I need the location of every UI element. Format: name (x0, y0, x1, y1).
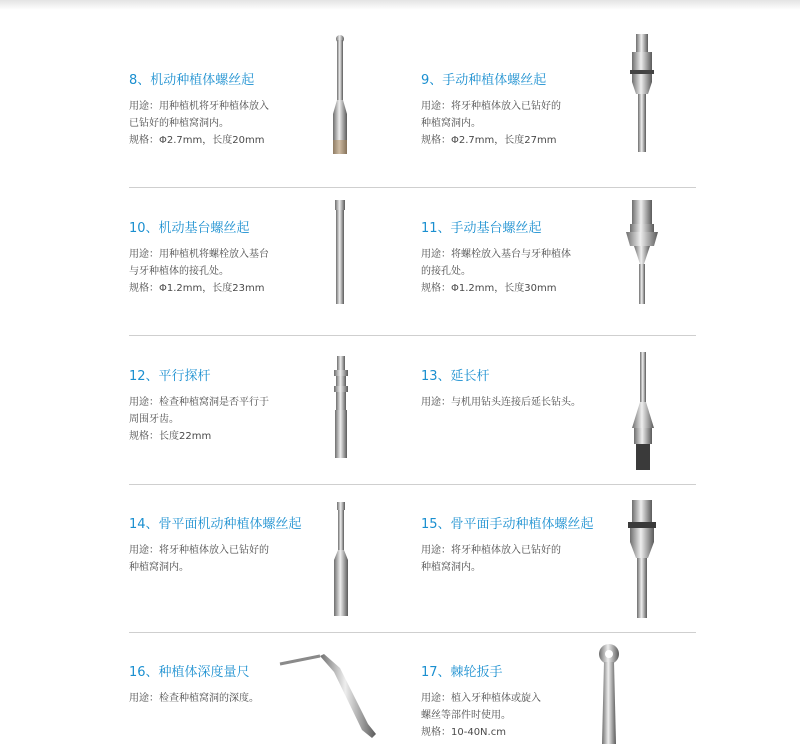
section-divider (129, 632, 696, 633)
description-line: 用途：将螺栓放入基台与牙种植体 (421, 249, 571, 260)
product-item-8 (129, 73, 329, 149)
product-item-15 (421, 517, 621, 576)
product-item-10 (129, 221, 329, 297)
product-item-9 (421, 73, 621, 149)
description-line: 规格：长度22mm (129, 431, 212, 442)
product-title: 14、骨平面机动种植体螺丝起 (129, 517, 302, 532)
description-line: 规格：Φ2.7mm，长度27mm (421, 135, 557, 146)
product-description (129, 98, 329, 149)
bone-level-machine-driver-icon (328, 500, 354, 618)
machine-abutment-driver-icon (330, 198, 350, 306)
product-item-11 (421, 221, 621, 297)
product-description (129, 394, 329, 445)
section-divider (129, 187, 696, 188)
description-line: 周围牙齿。 (129, 414, 179, 425)
section-divider (129, 484, 696, 485)
product-title: 12、平行探杆 (129, 369, 211, 384)
product-description (421, 246, 621, 297)
description-line: 规格：Φ2.7mm，长度20mm (129, 135, 265, 146)
description-line: 与牙种植体的接孔处。 (129, 266, 229, 277)
description-line: 用途：检查种植窝洞的深度。 (129, 693, 259, 704)
product-title: 13、延长杆 (421, 369, 490, 384)
product-item-12 (129, 369, 329, 445)
description-line: 种植窝洞内。 (421, 562, 481, 573)
product-title: 17、棘轮扳手 (421, 665, 503, 680)
extension-rod-icon (626, 350, 660, 472)
description-line: 用途：植入牙种植体或旋入 (421, 693, 541, 704)
description-line: 规格：10-40N.cm (421, 727, 506, 738)
product-description (421, 394, 621, 411)
description-line: 用途：将牙种植体放入已钻好的 (129, 545, 269, 556)
manual-implant-driver-icon (622, 32, 662, 154)
description-line: 用途：将牙种植体放入已钻好的 (421, 101, 561, 112)
description-line: 用途：与机用钻头连接后延长钻头。 (421, 397, 581, 408)
product-title: 16、种植体深度量尺 (129, 665, 250, 680)
description-line: 用途：检查种植窝洞是否平行于 (129, 397, 269, 408)
description-line: 用途：用种植机将螺栓放入基台 (129, 249, 269, 260)
manual-abutment-driver-icon (620, 198, 664, 306)
bone-level-manual-driver-icon (620, 498, 664, 620)
description-line: 用途：将牙种植体放入已钻好的 (421, 545, 561, 556)
product-title: 9、手动种植体螺丝起 (421, 73, 547, 88)
product-title: 10、机动基台螺丝起 (129, 221, 250, 236)
description-line: 用途：用种植机将牙种植体放入 (129, 101, 269, 112)
ratchet-wrench-icon (592, 640, 626, 746)
description-line: 螺丝等部件时使用。 (421, 710, 511, 721)
description-line: 已钻好的种植窝洞内。 (129, 118, 229, 129)
description-line: 的接孔处。 (421, 266, 471, 277)
parallel-probe-icon (328, 354, 354, 460)
description-line: 规格：Φ1.2mm，长度23mm (129, 283, 265, 294)
machine-implant-driver-icon (325, 30, 355, 155)
section-divider (129, 335, 696, 336)
description-line: 种植窝洞内。 (129, 562, 189, 573)
product-description (421, 542, 621, 576)
product-description (129, 246, 329, 297)
product-item-13 (421, 369, 621, 411)
description-line: 规格：Φ1.2mm，长度30mm (421, 283, 557, 294)
product-title: 11、手动基台螺丝起 (421, 221, 542, 236)
description-line: 种植窝洞内。 (421, 118, 481, 129)
product-description (421, 98, 621, 149)
product-item-14 (129, 517, 329, 576)
depth-gauge-icon (276, 650, 386, 742)
product-title: 15、骨平面手动种植体螺丝起 (421, 517, 594, 532)
product-title: 8、机动种植体螺丝起 (129, 73, 255, 88)
product-description (421, 690, 621, 741)
top-shadow (0, 0, 800, 10)
product-item-17 (421, 665, 621, 741)
product-description (129, 542, 329, 576)
